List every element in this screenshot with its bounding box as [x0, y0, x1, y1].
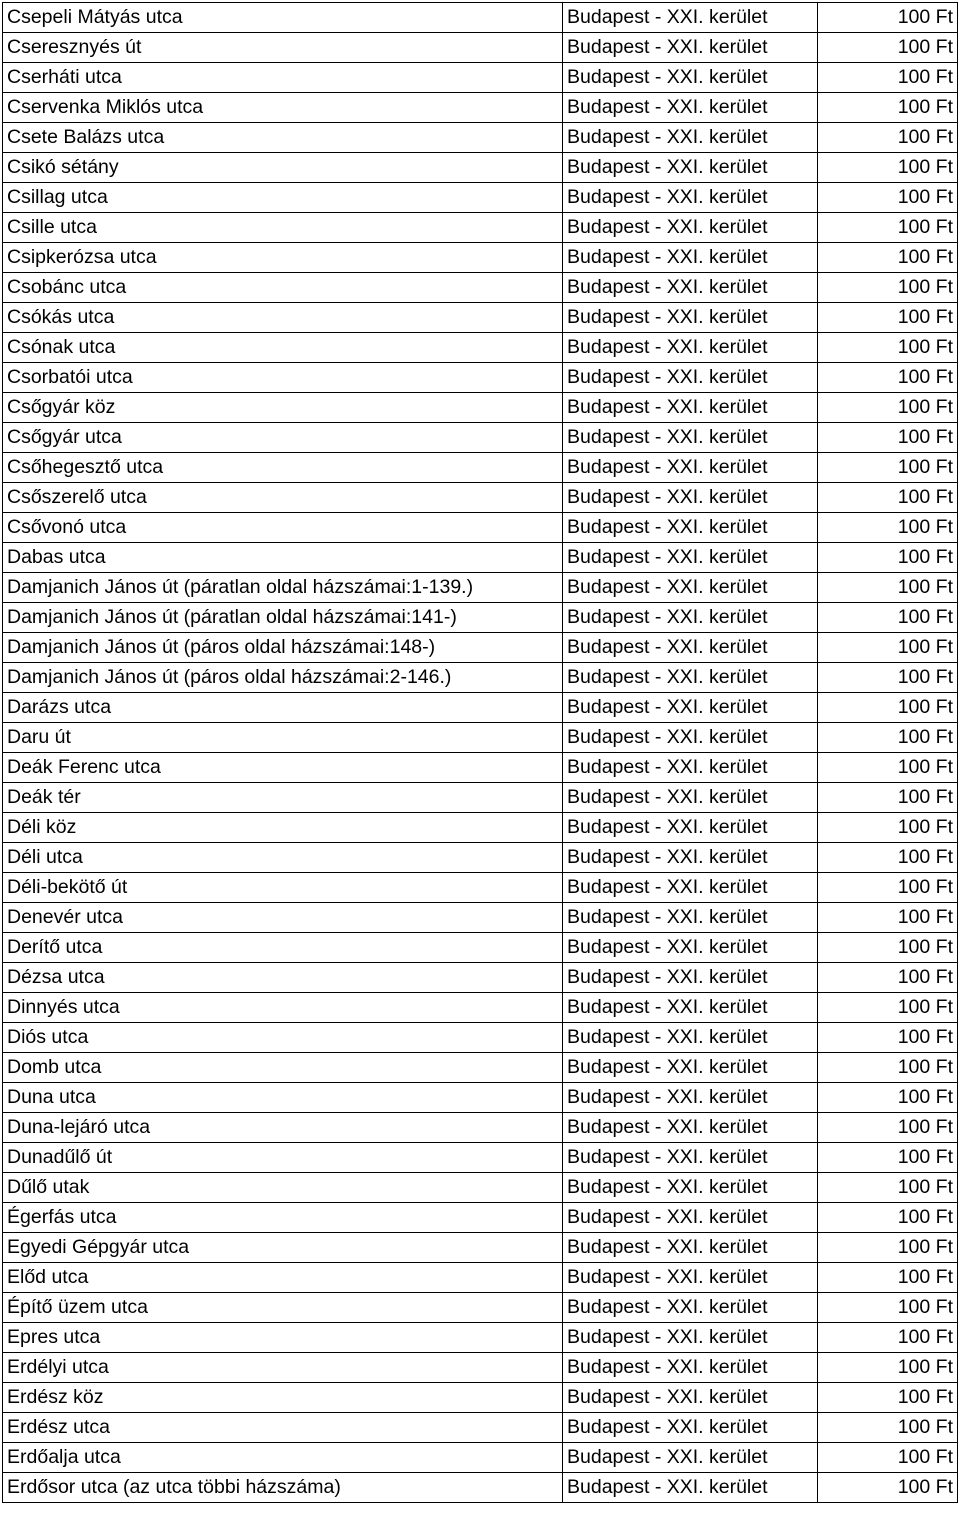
street-cell: Csikó sétány	[3, 153, 563, 183]
street-cell: Erdősor utca (az utca többi házszáma)	[3, 1473, 563, 1503]
street-cell: Dézsa utca	[3, 963, 563, 993]
district-cell: Budapest - XXI. kerület	[563, 3, 818, 33]
street-cell: Cservenka Miklós utca	[3, 93, 563, 123]
table-row	[3, 63, 958, 93]
table-row	[3, 453, 958, 483]
table-row	[3, 1383, 958, 1413]
table-row	[3, 1143, 958, 1173]
table-row	[3, 663, 958, 693]
table-row	[3, 153, 958, 183]
street-cell: Egyedi Gépgyár utca	[3, 1233, 563, 1263]
price-cell: 100 Ft	[818, 393, 958, 423]
price-cell: 100 Ft	[818, 783, 958, 813]
table-row	[3, 273, 958, 303]
price-cell: 100 Ft	[818, 123, 958, 153]
table-row	[3, 393, 958, 423]
price-cell: 100 Ft	[818, 303, 958, 333]
street-cell: Déli-bekötő út	[3, 873, 563, 903]
district-cell: Budapest - XXI. kerület	[563, 1203, 818, 1233]
street-cell: Daru út	[3, 723, 563, 753]
price-cell: 100 Ft	[818, 1293, 958, 1323]
table-row	[3, 513, 958, 543]
district-cell: Budapest - XXI. kerület	[563, 183, 818, 213]
district-cell: Budapest - XXI. kerület	[563, 1293, 818, 1323]
price-cell: 100 Ft	[818, 993, 958, 1023]
street-cell: Csővonó utca	[3, 513, 563, 543]
table-row	[3, 1083, 958, 1113]
street-cell: Erdész köz	[3, 1383, 563, 1413]
district-cell: Budapest - XXI. kerület	[563, 1053, 818, 1083]
table-row	[3, 1023, 958, 1053]
price-cell: 100 Ft	[818, 1413, 958, 1443]
district-cell: Budapest - XXI. kerület	[563, 423, 818, 453]
street-cell: Dinnyés utca	[3, 993, 563, 1023]
district-cell: Budapest - XXI. kerület	[563, 1023, 818, 1053]
table-row	[3, 183, 958, 213]
price-cell: 100 Ft	[818, 153, 958, 183]
price-cell: 100 Ft	[818, 693, 958, 723]
street-cell: Damjanich János út (páratlan oldal házszámai:1-139.)	[3, 573, 563, 603]
table-row	[3, 993, 958, 1023]
table-row	[3, 873, 958, 903]
table-row	[3, 1353, 958, 1383]
table-row	[3, 1173, 958, 1203]
district-cell: Budapest - XXI. kerület	[563, 933, 818, 963]
table-row	[3, 123, 958, 153]
street-cell: Csókás utca	[3, 303, 563, 333]
price-cell: 100 Ft	[818, 1323, 958, 1353]
district-cell: Budapest - XXI. kerület	[563, 633, 818, 663]
district-cell: Budapest - XXI. kerület	[563, 573, 818, 603]
street-cell: Csete Balázs utca	[3, 123, 563, 153]
table-row	[3, 813, 958, 843]
street-cell: Damjanich János út (páros oldal házszámai:2-146.)	[3, 663, 563, 693]
street-cell: Déli köz	[3, 813, 563, 843]
street-cell: Csónak utca	[3, 333, 563, 363]
district-cell: Budapest - XXI. kerület	[563, 753, 818, 783]
street-cell: Darázs utca	[3, 693, 563, 723]
district-cell: Budapest - XXI. kerület	[563, 963, 818, 993]
street-cell: Deák tér	[3, 783, 563, 813]
price-cell: 100 Ft	[818, 513, 958, 543]
street-cell: Csőhegesztő utca	[3, 453, 563, 483]
table-row	[3, 423, 958, 453]
price-cell: 100 Ft	[818, 3, 958, 33]
price-cell: 100 Ft	[818, 1173, 958, 1203]
table-row	[3, 903, 958, 933]
table-body	[3, 3, 958, 1503]
price-cell: 100 Ft	[818, 1083, 958, 1113]
street-cell: Csepeli Mátyás utca	[3, 3, 563, 33]
street-cell: Déli utca	[3, 843, 563, 873]
street-cell: Építő üzem utca	[3, 1293, 563, 1323]
street-cell: Domb utca	[3, 1053, 563, 1083]
table-row	[3, 3, 958, 33]
district-cell: Budapest - XXI. kerület	[563, 513, 818, 543]
district-cell: Budapest - XXI. kerület	[563, 1173, 818, 1203]
table-row	[3, 633, 958, 663]
district-cell: Budapest - XXI. kerület	[563, 543, 818, 573]
table-row	[3, 843, 958, 873]
price-cell: 100 Ft	[818, 1353, 958, 1383]
price-cell: 100 Ft	[818, 633, 958, 663]
district-cell: Budapest - XXI. kerület	[563, 603, 818, 633]
district-cell: Budapest - XXI. kerület	[563, 453, 818, 483]
street-cell: Damjanich János út (páros oldal házszámai:148-)	[3, 633, 563, 663]
district-cell: Budapest - XXI. kerület	[563, 813, 818, 843]
street-cell: Csipkerózsa utca	[3, 243, 563, 273]
price-cell: 100 Ft	[818, 483, 958, 513]
price-cell: 100 Ft	[818, 813, 958, 843]
table-row	[3, 603, 958, 633]
table-row	[3, 1233, 958, 1263]
street-cell: Csőszerelő utca	[3, 483, 563, 513]
table-row	[3, 1113, 958, 1143]
district-cell: Budapest - XXI. kerület	[563, 393, 818, 423]
price-cell: 100 Ft	[818, 1053, 958, 1083]
district-cell: Budapest - XXI. kerület	[563, 213, 818, 243]
district-cell: Budapest - XXI. kerület	[563, 873, 818, 903]
district-cell: Budapest - XXI. kerület	[563, 1473, 818, 1503]
price-cell: 100 Ft	[818, 723, 958, 753]
price-cell: 100 Ft	[818, 363, 958, 393]
street-cell: Cserháti utca	[3, 63, 563, 93]
district-cell: Budapest - XXI. kerület	[563, 723, 818, 753]
district-cell: Budapest - XXI. kerület	[563, 1233, 818, 1263]
district-cell: Budapest - XXI. kerület	[563, 1113, 818, 1143]
price-cell: 100 Ft	[818, 1023, 958, 1053]
district-cell: Budapest - XXI. kerület	[563, 663, 818, 693]
district-cell: Budapest - XXI. kerület	[563, 93, 818, 123]
district-cell: Budapest - XXI. kerület	[563, 1413, 818, 1443]
district-cell: Budapest - XXI. kerület	[563, 1323, 818, 1353]
price-cell: 100 Ft	[818, 843, 958, 873]
street-cell: Derítő utca	[3, 933, 563, 963]
table-row	[3, 1263, 958, 1293]
price-cell: 100 Ft	[818, 213, 958, 243]
street-cell: Dűlő utak	[3, 1173, 563, 1203]
district-cell: Budapest - XXI. kerület	[563, 843, 818, 873]
table-row	[3, 1203, 958, 1233]
district-cell: Budapest - XXI. kerület	[563, 333, 818, 363]
district-cell: Budapest - XXI. kerület	[563, 273, 818, 303]
price-cell: 100 Ft	[818, 1143, 958, 1173]
price-cell: 100 Ft	[818, 573, 958, 603]
price-cell: 100 Ft	[818, 33, 958, 63]
price-cell: 100 Ft	[818, 543, 958, 573]
price-cell: 100 Ft	[818, 1383, 958, 1413]
street-cell: Csille utca	[3, 213, 563, 243]
price-cell: 100 Ft	[818, 903, 958, 933]
district-cell: Budapest - XXI. kerület	[563, 363, 818, 393]
price-cell: 100 Ft	[818, 453, 958, 483]
table-row	[3, 1293, 958, 1323]
district-cell: Budapest - XXI. kerület	[563, 1383, 818, 1413]
district-cell: Budapest - XXI. kerület	[563, 33, 818, 63]
table-row	[3, 33, 958, 63]
street-cell: Csorbatói utca	[3, 363, 563, 393]
table-row	[3, 1053, 958, 1083]
table-row	[3, 333, 958, 363]
table-row	[3, 783, 958, 813]
table-row	[3, 693, 958, 723]
street-cell: Erdész utca	[3, 1413, 563, 1443]
price-cell: 100 Ft	[818, 663, 958, 693]
street-cell: Erdélyi utca	[3, 1353, 563, 1383]
street-cell: Csillag utca	[3, 183, 563, 213]
price-cell: 100 Ft	[818, 1443, 958, 1473]
table-row	[3, 723, 958, 753]
table-row	[3, 1413, 958, 1443]
street-cell: Dunadűlő út	[3, 1143, 563, 1173]
street-cell: Dabas utca	[3, 543, 563, 573]
table-row	[3, 483, 958, 513]
street-cell: Epres utca	[3, 1323, 563, 1353]
district-cell: Budapest - XXI. kerület	[563, 1083, 818, 1113]
price-cell: 100 Ft	[818, 243, 958, 273]
district-cell: Budapest - XXI. kerület	[563, 123, 818, 153]
street-cell: Denevér utca	[3, 903, 563, 933]
price-cell: 100 Ft	[818, 183, 958, 213]
price-cell: 100 Ft	[818, 1113, 958, 1143]
table-row	[3, 1473, 958, 1503]
street-cell: Csőgyár utca	[3, 423, 563, 453]
district-cell: Budapest - XXI. kerület	[563, 903, 818, 933]
price-cell: 100 Ft	[818, 273, 958, 303]
district-cell: Budapest - XXI. kerület	[563, 1443, 818, 1473]
district-cell: Budapest - XXI. kerület	[563, 1143, 818, 1173]
district-cell: Budapest - XXI. kerület	[563, 63, 818, 93]
price-cell: 100 Ft	[818, 1263, 958, 1293]
table-row	[3, 753, 958, 783]
price-cell: 100 Ft	[818, 753, 958, 783]
table-row	[3, 543, 958, 573]
street-cell: Csobánc utca	[3, 273, 563, 303]
district-cell: Budapest - XXI. kerület	[563, 153, 818, 183]
district-cell: Budapest - XXI. kerület	[563, 693, 818, 723]
table-row	[3, 1443, 958, 1473]
table-row	[3, 963, 958, 993]
price-cell: 100 Ft	[818, 603, 958, 633]
street-cell: Csőgyár köz	[3, 393, 563, 423]
table-row	[3, 243, 958, 273]
table-row	[3, 93, 958, 123]
street-cell: Duna utca	[3, 1083, 563, 1113]
street-price-table	[2, 2, 958, 1503]
district-cell: Budapest - XXI. kerület	[563, 1263, 818, 1293]
price-cell: 100 Ft	[818, 1203, 958, 1233]
street-cell: Cseresznyés út	[3, 33, 563, 63]
price-cell: 100 Ft	[818, 1473, 958, 1503]
table-row	[3, 573, 958, 603]
district-cell: Budapest - XXI. kerület	[563, 993, 818, 1023]
table-row	[3, 363, 958, 393]
table-row	[3, 213, 958, 243]
price-cell: 100 Ft	[818, 1233, 958, 1263]
street-cell: Deák Ferenc utca	[3, 753, 563, 783]
street-cell: Damjanich János út (páratlan oldal házszámai:141-)	[3, 603, 563, 633]
street-cell: Duna-lejáró utca	[3, 1113, 563, 1143]
price-cell: 100 Ft	[818, 333, 958, 363]
district-cell: Budapest - XXI. kerület	[563, 303, 818, 333]
street-cell: Égerfás utca	[3, 1203, 563, 1233]
district-cell: Budapest - XXI. kerület	[563, 243, 818, 273]
street-cell: Előd utca	[3, 1263, 563, 1293]
price-cell: 100 Ft	[818, 963, 958, 993]
street-cell: Diós utca	[3, 1023, 563, 1053]
price-cell: 100 Ft	[818, 63, 958, 93]
street-cell: Erdőalja utca	[3, 1443, 563, 1473]
price-cell: 100 Ft	[818, 423, 958, 453]
district-cell: Budapest - XXI. kerület	[563, 483, 818, 513]
price-cell: 100 Ft	[818, 873, 958, 903]
district-cell: Budapest - XXI. kerület	[563, 1353, 818, 1383]
price-cell: 100 Ft	[818, 933, 958, 963]
table-row	[3, 303, 958, 333]
price-cell: 100 Ft	[818, 93, 958, 123]
table-row	[3, 1323, 958, 1353]
district-cell: Budapest - XXI. kerület	[563, 783, 818, 813]
table-row	[3, 933, 958, 963]
